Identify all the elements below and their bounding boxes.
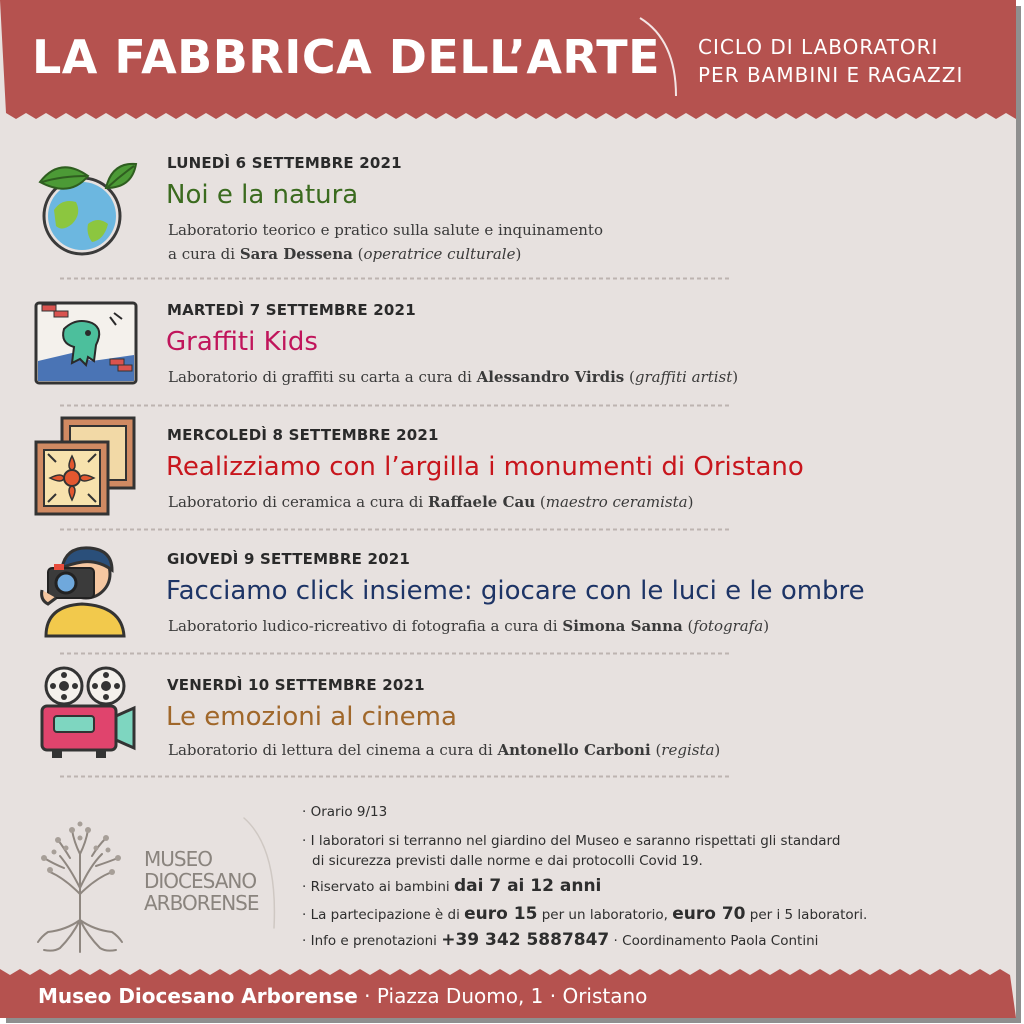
info-age bbox=[302, 876, 601, 896]
info-fee-mid: per un laboratorio, bbox=[537, 907, 673, 923]
curator-role: fotografa bbox=[693, 617, 764, 635]
footer-address: · Piazza Duomo, 1 · Oristano bbox=[357, 984, 648, 1008]
film-projector-icon bbox=[32, 664, 140, 772]
info-fee bbox=[302, 904, 867, 924]
event-date: MARTEDÌ 7 SETTEMBRE 2021 bbox=[167, 301, 416, 319]
event-title: Graffiti Kids bbox=[166, 327, 318, 357]
event-description-line-1: Laboratorio teorico e pratico sulla salute e inquinamento bbox=[168, 221, 603, 239]
curator-role: regista bbox=[661, 741, 715, 759]
event-description bbox=[168, 490, 693, 514]
info-location-line-1: · I laboratori si terranno nel giardino del Museo e saranno rispettati gli standard bbox=[302, 833, 841, 849]
info-schedule: · Orario 9/13 bbox=[302, 804, 388, 820]
earth-leaves-icon bbox=[32, 154, 140, 262]
info-fee-all: euro 70 bbox=[672, 904, 746, 924]
curator-prefix: Laboratorio di lettura del cinema a cura di bbox=[168, 741, 498, 759]
curator-prefix: a cura di bbox=[168, 245, 240, 263]
curator-name: Raffaele Cau bbox=[428, 493, 536, 511]
curator-prefix: Laboratorio ludico-ricreativo di fotografia a cura di bbox=[168, 617, 563, 635]
dashed-separator bbox=[60, 404, 730, 407]
curator-name: Simona Sanna bbox=[562, 617, 683, 635]
info-age-prefix: · Riservato ai bambini bbox=[302, 879, 454, 895]
event-title: Noi e la natura bbox=[166, 180, 359, 210]
event-description-line-2: a cura di Sara Dessena (operatrice culturale) bbox=[168, 245, 522, 263]
poster-shadow-bottom bbox=[6, 1018, 1021, 1023]
info-location-line-2: di sicurezza previsti dalle norme e dai protocolli Covid 19. bbox=[312, 853, 703, 869]
header-banner bbox=[0, 0, 1016, 124]
curator-prefix: Laboratorio di graffiti su carta a cura di bbox=[168, 368, 477, 386]
curator-name: Antonello Carboni bbox=[497, 741, 651, 759]
event-description bbox=[168, 738, 720, 762]
dashed-separator bbox=[60, 528, 730, 531]
poster-shadow-right bbox=[1016, 6, 1021, 1022]
curator-name: Sara Dessena bbox=[239, 245, 353, 263]
event-description-line-1: Laboratorio di lettura del cinema a cura di Antonello Carboni (regista) bbox=[168, 741, 721, 759]
curator-prefix: Laboratorio di ceramica a cura di bbox=[168, 493, 428, 511]
event-date: MERCOLEDÌ 8 SETTEMBRE 2021 bbox=[167, 426, 439, 444]
curator-role: operatrice culturale bbox=[363, 245, 516, 263]
event-date: VENERDÌ 10 SETTEMBRE 2021 bbox=[167, 676, 425, 694]
info-contact bbox=[302, 930, 818, 950]
dashed-separator bbox=[60, 652, 730, 655]
curator-role: graffiti artist bbox=[634, 368, 733, 386]
event-date: LUNEDÌ 6 SETTEMBRE 2021 bbox=[167, 154, 402, 172]
info-fee-prefix: · La partecipazione è di bbox=[302, 907, 465, 923]
footer-text bbox=[38, 984, 647, 1008]
event-title: Le emozioni al cinema bbox=[166, 702, 457, 732]
ceramic-tiles-icon bbox=[32, 416, 140, 524]
event-description-line-1: Laboratorio di ceramica a cura di Raffaele Cau (maestro ceramista) bbox=[168, 493, 694, 511]
curator-role: maestro ceramista bbox=[545, 493, 688, 511]
museum-name bbox=[144, 848, 259, 914]
event-description-line-1: Laboratorio di graffiti su carta a cura di Alessandro Virdis (graffiti artist) bbox=[168, 368, 739, 386]
event-description bbox=[168, 365, 738, 389]
photographer-icon bbox=[32, 540, 140, 648]
event-title: Realizziamo con l’argilla i monumenti di Oristano bbox=[166, 452, 804, 482]
info-contact-suffix: · Coordinamento Paola Contini bbox=[609, 933, 819, 949]
subtitle-line-1: CICLO DI LABORATORI bbox=[698, 35, 939, 59]
event-date: GIOVEDÌ 9 SETTEMBRE 2021 bbox=[167, 550, 411, 568]
dashed-separator bbox=[60, 277, 730, 280]
info-fee-single: euro 15 bbox=[464, 904, 538, 924]
main-title: LA FABBRICA DELL’ARTE bbox=[32, 30, 661, 84]
curator-name: Alessandro Virdis bbox=[476, 368, 625, 386]
museum-name-line-2: DIOCESANO bbox=[144, 869, 257, 893]
info-contact-phone: +39 342 5887847 bbox=[441, 930, 610, 950]
event-title: Facciamo click insieme: giocare con le luci e le ombre bbox=[166, 576, 865, 606]
dashed-separator bbox=[60, 775, 730, 778]
subtitle-line-2: PER BAMBINI E RAGAZZI bbox=[698, 63, 964, 87]
event-description bbox=[168, 614, 769, 638]
footer-banner bbox=[0, 966, 1016, 1018]
event-description-line-1: Laboratorio ludico-ricreativo di fotografia a cura di Simona Sanna (fotografa) bbox=[168, 617, 770, 635]
info-fee-suffix: per i 5 laboratori. bbox=[745, 907, 868, 923]
graffiti-wall-icon bbox=[32, 299, 140, 387]
footer-venue: Museo Diocesano Arborense bbox=[38, 984, 358, 1008]
museum-name-line-1: MUSEO bbox=[144, 847, 212, 871]
museum-name-line-3: ARBORENSE bbox=[144, 891, 259, 915]
event-description bbox=[168, 218, 603, 266]
info-contact-prefix: · Info e prenotazioni bbox=[302, 933, 442, 949]
info-age-range: dai 7 ai 12 anni bbox=[453, 876, 602, 896]
subtitle bbox=[698, 33, 963, 89]
